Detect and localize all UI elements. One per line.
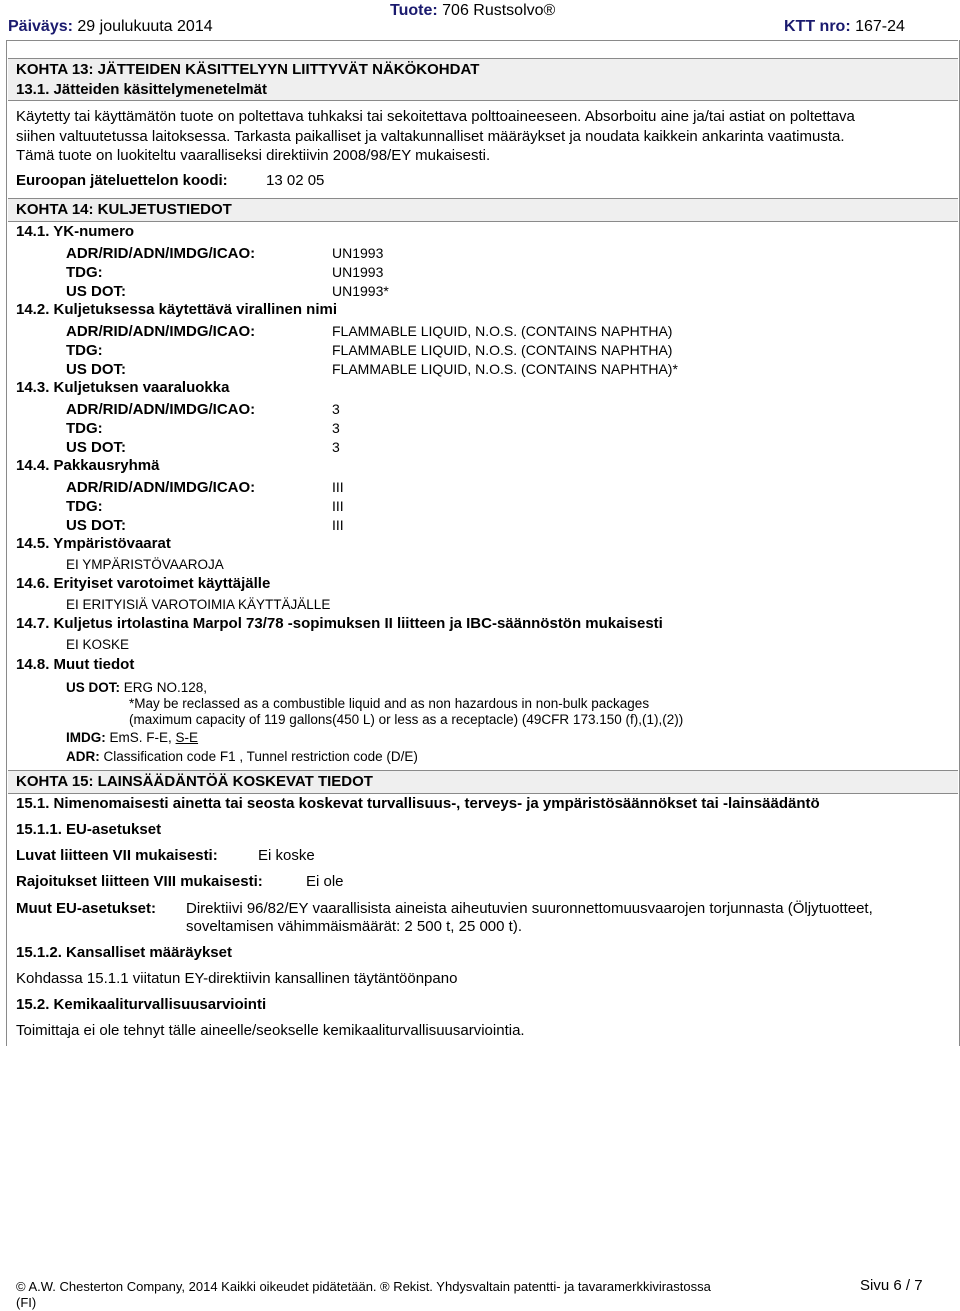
date-label: Päiväys:: [8, 18, 73, 35]
s14-7-text: EI KOSKE: [66, 637, 130, 652]
s14-3-title: 14.3. Kuljetuksen vaaraluokka: [16, 379, 230, 396]
footer-language: (FI): [16, 1295, 37, 1310]
s14-1-label-usdot: US DOT:: [66, 283, 126, 300]
annex8-label: Rajoitukset liitteen VIII mukaisesti:: [16, 873, 263, 890]
header-date: [8, 18, 213, 36]
s14-8-usdot-label: US DOT:: [66, 680, 120, 695]
footer-page-number: Sivu 6 / 7: [860, 1277, 923, 1294]
waste-code-value: 13 02 05: [266, 172, 325, 189]
s14-4-label-usdot: US DOT:: [66, 517, 126, 534]
section-15-title: KOHTA 15: LAINSÄÄDÄNTÖÄ KOSKEVAT TIEDOT: [16, 773, 373, 790]
s15-1-title: 15.1. Nimenomaisesti ainetta tai seosta koskevat turvallisuus-, terveys- ja ympäristösäännökset tai -lainsäädäntö: [16, 795, 820, 812]
s14-3-value-usdot: 3: [332, 439, 340, 455]
s14-8-imdg-value-a: EmS. F-E,: [109, 730, 172, 745]
s14-8-usdot-note-2: (maximum capacity of 119 gallons(450 L) or less as a receptacle) (49CFR 173.150 (f),(1),(2)): [129, 712, 684, 727]
s14-1-value-tdg: UN1993: [332, 264, 384, 280]
s15-1-2-text: Kohdassa 15.1.1 viitatun EY-direktiivin kansallinen täytäntöönpano: [16, 970, 458, 987]
other-eu-label: Muut EU-asetukset:: [16, 900, 157, 917]
annex7-value: Ei koske: [258, 847, 315, 864]
product-label: Tuote:: [390, 2, 438, 19]
other-eu-line-1: Direktiivi 96/82/EY vaarallisista aineista aiheutuvien suuronnettomuusvaarojen torjunnasta (Öljytuotteet,: [186, 900, 873, 917]
ktt-label: KTT nro:: [784, 18, 851, 35]
s14-4-label-adr: ADR/RID/ADN/IMDG/ICAO:: [66, 479, 256, 496]
s14-8-usdot-note-1: *May be reclassed as a combustible liquid and as non hazardous in non-bulk packages: [129, 696, 650, 711]
s13-line-3: Tämä tuote on luokiteltu vaaralliseksi direktiivin 2008/98/EY mukaisesti.: [16, 147, 491, 164]
annex7-label: Luvat liitteen VII mukaisesti:: [16, 847, 218, 864]
s14-8-title: 14.8. Muut tiedot: [16, 656, 135, 673]
s14-5-title: 14.5. Ympäristövaarat: [16, 535, 171, 552]
section-13-title: KOHTA 13: JÄTTEIDEN KÄSITTELYYN LIITTYVÄT NÄKÖKOHDAT: [16, 61, 480, 78]
s13-line-1: Käytetty tai käyttämätön tuote on poltettava tuhkaksi tai sekoitettava polttoaineeseen. Absorboitu aine ja/tai astiat on poltettava: [16, 108, 855, 125]
s14-8-imdg-label: IMDG:: [66, 730, 106, 745]
waste-code-label: Euroopan jäteluettelon koodi:: [16, 172, 228, 189]
s14-2-label-tdg: TDG:: [66, 342, 103, 359]
section-13-1-title: 13.1. Jätteiden käsittelymenetelmät: [16, 81, 267, 98]
s14-2-label-usdot: US DOT:: [66, 361, 126, 378]
s14-7-title: 14.7. Kuljetus irtolastina Marpol 73/78 -sopimuksen II liitteen ja IBC-säännöstön mukaisesti: [16, 615, 663, 632]
s13-line-2: siihen valtuutetussa laitoksessa. Tarkasta paikalliset ja valtakunnalliset määräykset ja noudata kaikkein ankarinta vaatimusta.: [16, 128, 845, 145]
s14-1-label-adr: ADR/RID/ADN/IMDG/ICAO:: [66, 245, 256, 262]
date-value: 29 joulukuuta 2014: [77, 18, 213, 35]
section-14-title: KOHTA 14: KULJETUSTIEDOT: [16, 201, 232, 218]
s14-5-text: EI YMPÄRISTÖVAAROJA: [66, 557, 224, 572]
footer-copyright: © A.W. Chesterton Company, 2014 Kaikki oikeudet pidätetään.: [16, 1279, 377, 1294]
section-13-1-bar: [8, 80, 958, 101]
s14-2-value-tdg: FLAMMABLE LIQUID, N.O.S. (CONTAINS NAPHTHA): [332, 342, 673, 358]
header-ktt: [784, 18, 905, 36]
s14-2-value-usdot: FLAMMABLE LIQUID, N.O.S. (CONTAINS NAPHTHA)*: [332, 361, 678, 377]
s15-2-text: Toimittaja ei ole tehnyt tälle aineelle/seokselle kemikaaliturvallisuusarviointia.: [16, 1022, 525, 1039]
s14-3-value-tdg: 3: [332, 420, 340, 436]
product-value: 706 Rustsolvo®: [442, 2, 556, 19]
s14-8-adr-value: Classification code F1 , Tunnel restriction code (D/E): [103, 749, 418, 764]
s14-8-usdot-value: ERG NO.128,: [123, 680, 208, 695]
header-product: [390, 2, 555, 20]
footer-trademark: ® Rekist. Yhdysvaltain patentti- ja tavaramerkkivirastossa: [380, 1279, 711, 1294]
section-13-heading: [8, 58, 958, 82]
section-15-heading: [8, 770, 958, 794]
s14-8-imdg-value-b: S-E: [175, 730, 199, 745]
s14-6-text: EI ERITYISIÄ VAROTOIMIA KÄYTTÄJÄLLE: [66, 597, 331, 612]
s14-8-adr-line: [66, 749, 418, 764]
annex8-value: Ei ole: [306, 873, 344, 890]
s14-8-imdg-line: [66, 730, 198, 745]
s14-1-value-usdot: UN1993*: [332, 283, 389, 299]
s14-8-usdot-line: [66, 680, 207, 695]
section-14-heading: [8, 198, 958, 222]
s14-3-label-tdg: TDG:: [66, 420, 103, 437]
s14-4-title: 14.4. Pakkausryhmä: [16, 457, 160, 474]
s14-1-label-tdg: TDG:: [66, 264, 103, 281]
s14-1-value-adr: UN1993: [332, 245, 384, 261]
s14-1-title: 14.1. YK-numero: [16, 223, 135, 240]
s14-3-label-usdot: US DOT:: [66, 439, 126, 456]
s14-2-label-adr: ADR/RID/ADN/IMDG/ICAO:: [66, 323, 256, 340]
s14-2-title: 14.2. Kuljetuksessa käytettävä virallinen nimi: [16, 301, 337, 318]
other-eu-line-2: soveltamisen vähimmäismäärät: 2 500 t, 25 000 t).: [186, 918, 522, 935]
s14-6-title: 14.6. Erityiset varotoimet käyttäjälle: [16, 575, 271, 592]
s14-4-value-adr: III: [332, 479, 344, 495]
s14-2-value-adr: FLAMMABLE LIQUID, N.O.S. (CONTAINS NAPHTHA): [332, 323, 673, 339]
s15-1-2-title: 15.1.2. Kansalliset määräykset: [16, 944, 232, 961]
ktt-value: 167-24: [855, 18, 905, 35]
s14-4-value-tdg: III: [332, 498, 344, 514]
s15-1-1-title: 15.1.1. EU-asetukset: [16, 821, 162, 838]
s14-4-value-usdot: III: [332, 517, 344, 533]
s14-3-label-adr: ADR/RID/ADN/IMDG/ICAO:: [66, 401, 256, 418]
s15-2-title: 15.2. Kemikaaliturvallisuusarviointi: [16, 996, 267, 1013]
s14-8-adr-label: ADR:: [66, 749, 100, 764]
s14-4-label-tdg: TDG:: [66, 498, 103, 515]
s14-3-value-adr: 3: [332, 401, 340, 417]
